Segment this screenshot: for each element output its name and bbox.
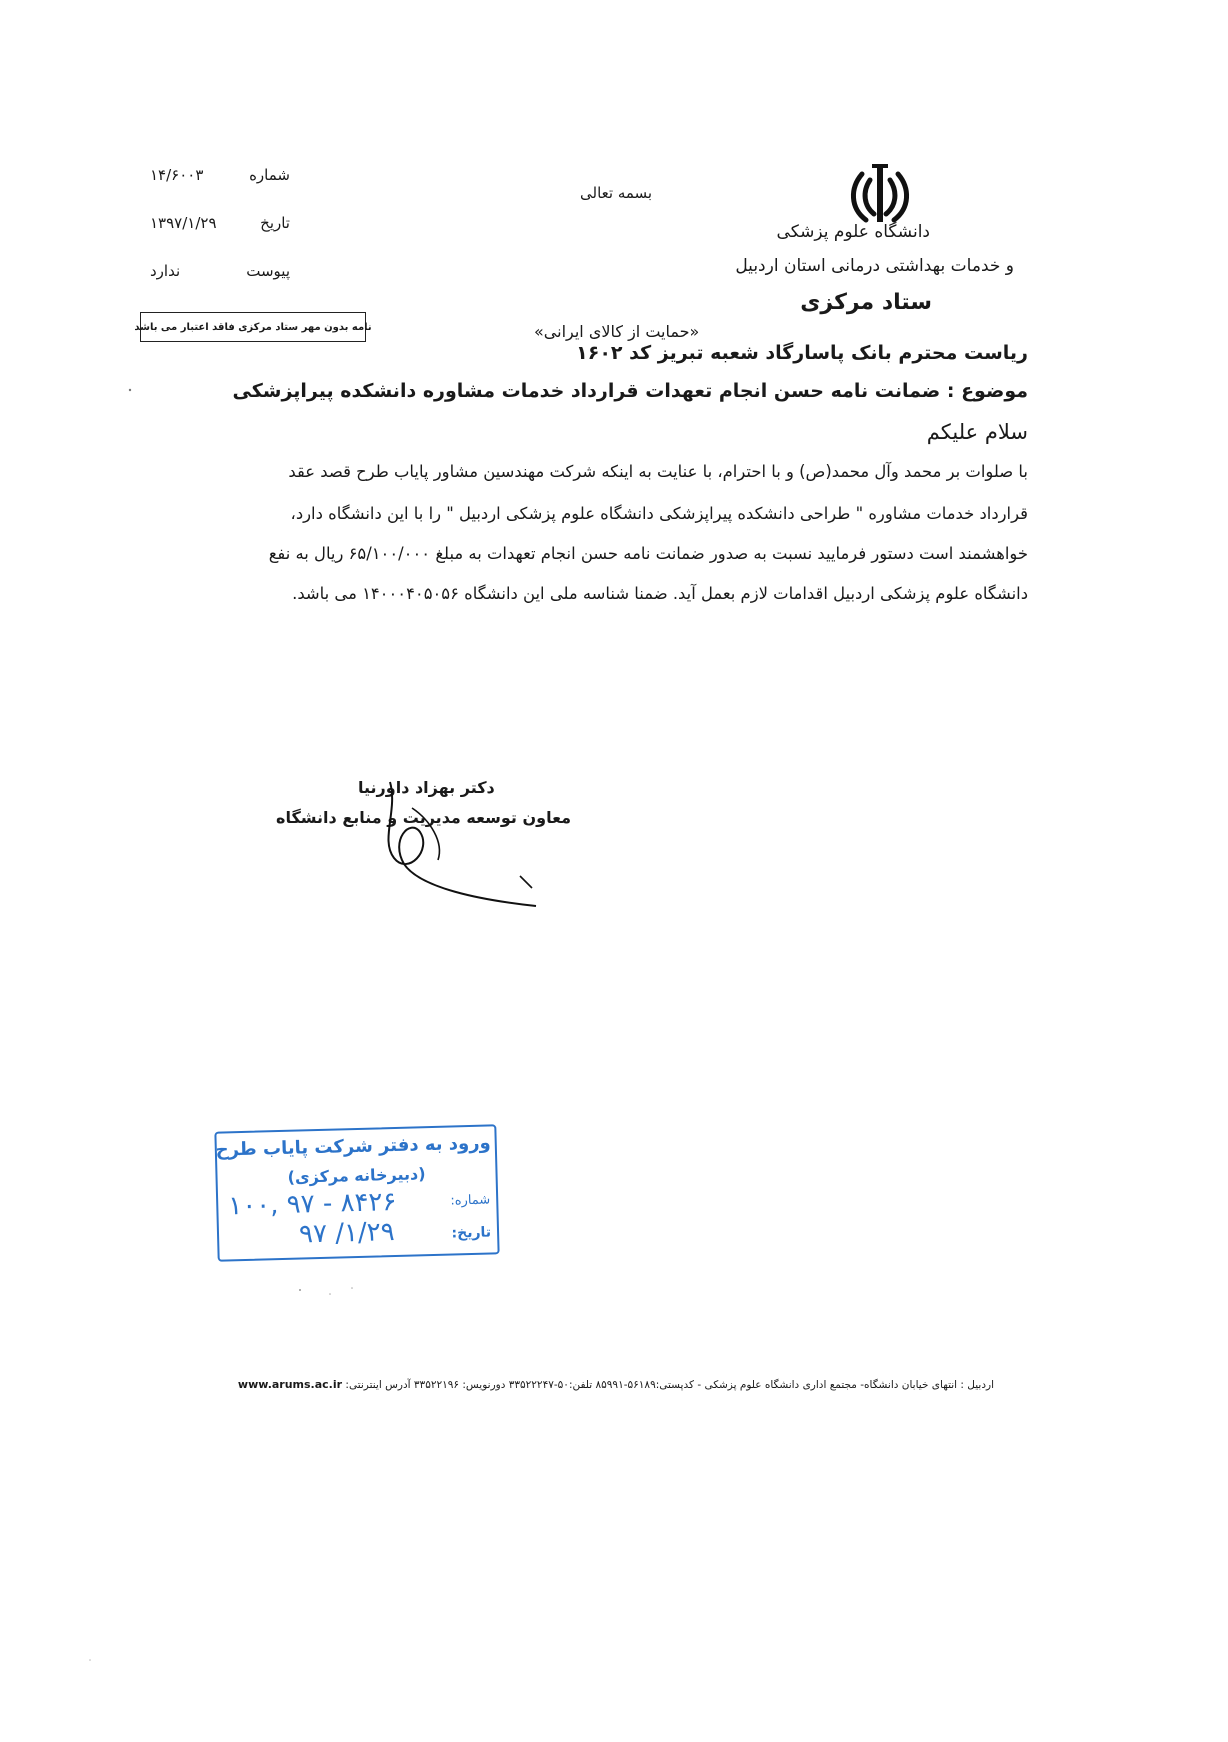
letter-date bbox=[150, 214, 290, 232]
footer-address bbox=[238, 1378, 994, 1391]
stamp-subtitle: (دبیرخانه مرکزی) bbox=[287, 1164, 426, 1187]
body-line: دانشگاه علوم پزشکی اردبیل اقدامات لازم بعمل آید. ضمنا شناسه ملی این دانشگاه ۱۴۰۰۰۴۰۵۰۵۶ می باشد. bbox=[292, 584, 1028, 603]
slogan: «حمایت از کالای ایرانی» bbox=[534, 322, 700, 341]
iran-emblem-icon bbox=[848, 158, 912, 230]
body-line: قرارداد خدمات مشاوره " طراحی دانشکده پیراپزشکی دانشگاه علوم پزشکی اردبیل " را با این دانشگاه دارد، bbox=[290, 504, 1028, 523]
letter-number-value: ۱۴/۶۰۰۳ bbox=[150, 166, 204, 184]
received-stamp bbox=[214, 1124, 499, 1261]
university-name: دانشگاه علوم پزشکی bbox=[776, 222, 930, 242]
letter-date-label: تاریخ bbox=[260, 214, 290, 232]
handwritten-signature bbox=[360, 780, 550, 910]
greeting: سلام علیکم bbox=[926, 420, 1028, 444]
footer-address-text: اردبیل : انتهای خیابان دانشگاه- مجتمع اداری دانشگاه علوم پزشکی - کدپستی:۵۶۱۸۹-۸۵۹۹۱ تلفن:۵۰-۳۳۵۲۲۲۴۷ دورنویس: ۳۳۵۲۲۱۹۶ آدرس اینترنتی: bbox=[345, 1379, 994, 1391]
letter-number-label: شماره bbox=[249, 166, 290, 184]
body-line: با صلوات بر محمد وآل محمد(ص) و با احترام، با عنایت به اینکه شرکت مهندسین مشاور پایاب طرح قصد عقد bbox=[288, 462, 1028, 481]
signatory-name: دکتر بهزاد داورنیا bbox=[358, 778, 495, 797]
letter-attachment-label: پیوست bbox=[246, 262, 290, 280]
recipient: ریاست محترم بانک پاسارگاد شعبه تبریز کد ۱۶۰۲ bbox=[576, 342, 1028, 364]
stamp-date-label: تاریخ: bbox=[451, 1224, 492, 1242]
validity-notice-box: نامه بدون مهر ستاد مرکزی فاقد اعتبار می باشد bbox=[140, 312, 366, 342]
letter-attachment bbox=[150, 262, 290, 280]
letter-date-value: ۱۳۹۷/۱/۲۹ bbox=[150, 214, 217, 232]
body-line: خواهشمند است دستور فرمایید نسبت به صدور ضمانت نامه حسن انجام تعهدات به مبلغ ۶۵/۱۰۰/۰۰۰ ریال به نفع bbox=[268, 544, 1028, 563]
footer-url: www.arums.ac.ir bbox=[237, 1378, 343, 1391]
university-subtitle: و خدمات بهداشتی درمانی استان اردبیل bbox=[735, 256, 1014, 276]
stamp-title: ورود به دفتر شرکت پایاب طرح bbox=[215, 1132, 492, 1161]
stamp-number-label: شماره: bbox=[450, 1192, 491, 1209]
letter-number bbox=[150, 166, 290, 184]
signatory-title: معاون توسعه مدیریت و منابع دانشگاه bbox=[276, 808, 572, 827]
department-name: ستاد مرکزی bbox=[800, 290, 932, 315]
bismillah: بسمه تعالی bbox=[580, 184, 653, 202]
stamp-number-value: ۱۰۰, ۹۷ - ۸۴۲۶ bbox=[227, 1186, 397, 1222]
stamp-date-value: ۹۷ /۱/۲۹ bbox=[298, 1217, 396, 1250]
subject-line: موضوع : ضمانت نامه حسن انجام تعهدات قرارداد خدمات مشاوره دانشکده پیراپزشکی bbox=[232, 380, 1028, 402]
letter-attachment-value: ندارد bbox=[150, 262, 181, 280]
